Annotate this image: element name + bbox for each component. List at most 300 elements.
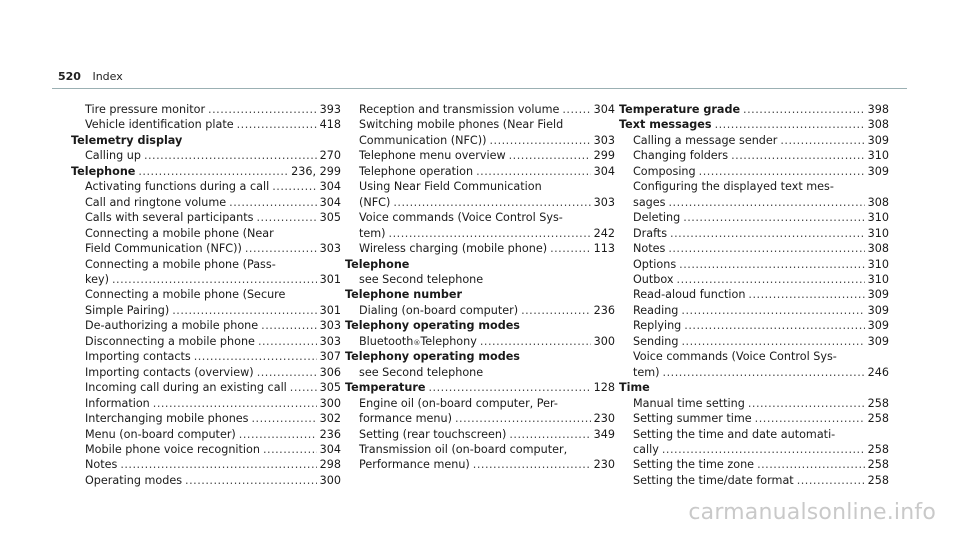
dot-leader — [257, 365, 317, 380]
index-subentry-line — [71, 349, 341, 364]
index-entry — [345, 179, 615, 210]
index-subentry-line — [345, 148, 615, 163]
page-reference: 236 — [593, 303, 615, 317]
entry-text: Notes — [85, 458, 118, 472]
index-subentry-line — [345, 133, 615, 148]
entry-text: Telephony operating modes — [345, 350, 520, 364]
page-reference: 236 — [319, 427, 341, 441]
index-subentry-line — [619, 303, 889, 318]
entry-text: Options — [633, 257, 677, 271]
entry-text: Notes — [633, 242, 666, 256]
entry-text: Setting the time zone — [633, 458, 755, 472]
page-reference: 303 — [593, 195, 615, 209]
entry-text: tem) — [633, 365, 660, 379]
dot-leader — [757, 457, 865, 472]
entry-text: Reception and transmission volume — [359, 103, 560, 116]
index-entry — [71, 396, 341, 411]
index-entry — [619, 473, 889, 488]
index-heading-line — [71, 164, 341, 179]
index-entry — [619, 411, 889, 426]
index-subentry-line — [71, 257, 341, 272]
index-subentry-line — [619, 473, 889, 488]
index-entry — [345, 365, 615, 380]
dot-leader — [476, 164, 591, 179]
entry-text: Dialing (on-board computer) — [359, 303, 519, 317]
index-entry — [71, 287, 341, 318]
page-reference: 304 — [319, 442, 341, 456]
page-reference: 303 — [319, 242, 341, 256]
index-subentry-line — [71, 457, 341, 472]
dot-leader — [428, 380, 590, 395]
index-entry — [619, 457, 889, 472]
entry-text: Simple Pairing) — [85, 303, 170, 317]
index-subentry-line — [345, 117, 615, 132]
index-subentry-line — [345, 195, 615, 210]
page-header — [58, 70, 123, 83]
entry-text: Calling up — [85, 149, 141, 163]
page-reference: 393 — [319, 103, 341, 116]
entry-text: Voice commands (Voice Control Sys- — [359, 211, 563, 225]
index-entry — [345, 287, 615, 302]
index-subentry-line — [71, 117, 341, 132]
index-subentry-line — [619, 427, 889, 442]
index-subentry-line — [71, 334, 341, 349]
index-entry — [619, 210, 889, 225]
entry-text: Switching mobile phones (Near Field — [359, 118, 564, 132]
index-subentry-line — [71, 442, 341, 457]
dot-leader — [743, 102, 865, 117]
entry-text: Setting the time and date automati- — [633, 427, 836, 441]
dot-leader — [662, 442, 865, 457]
dot-leader — [521, 303, 591, 318]
dot-leader — [455, 411, 591, 426]
index-entry — [345, 318, 615, 333]
page-reference: 309 — [867, 334, 889, 348]
entry-text: Vehicle identification plate — [85, 118, 234, 132]
index-subentry-line — [345, 303, 615, 318]
index-subentry-line — [345, 457, 615, 472]
dot-leader — [208, 102, 317, 117]
entry-text: key) — [85, 272, 109, 286]
entry-text: Call and ringtone volume — [85, 195, 227, 209]
index-heading-line — [619, 380, 889, 395]
index-subentry-line — [71, 226, 341, 241]
index-entry — [619, 396, 889, 411]
entry-text: Incoming call during an existing call — [85, 381, 287, 395]
dot-leader — [172, 303, 316, 318]
index-column-2 — [345, 102, 615, 473]
dot-leader — [393, 195, 590, 210]
page-reference: 258 — [867, 473, 889, 487]
page-reference: 308 — [867, 118, 889, 132]
index-entry — [345, 427, 615, 442]
index-entry — [71, 257, 341, 288]
dot-leader — [715, 117, 865, 132]
entry-text: Communication (NFC)) — [359, 133, 487, 147]
page-reference: 300 — [319, 473, 341, 487]
entry-text: Setting the time/date format — [633, 473, 794, 487]
index-subentry-line — [71, 303, 341, 318]
index-entry — [71, 442, 341, 457]
index-entry — [345, 396, 615, 427]
page-reference: 113 — [593, 242, 615, 256]
index-subentry-line — [345, 226, 615, 241]
page-reference: 242 — [593, 226, 615, 240]
index-subentry-line — [71, 365, 341, 380]
page-reference: 300 — [319, 396, 341, 410]
index-subentry-line — [619, 287, 889, 302]
dot-leader — [684, 318, 864, 333]
index-entry — [71, 210, 341, 225]
entry-text: Importing contacts (overview) — [85, 365, 254, 379]
dot-leader — [509, 148, 591, 163]
dot-leader — [755, 411, 865, 426]
page-reference: 309 — [867, 319, 889, 333]
dot-leader — [153, 396, 317, 411]
index-entry — [619, 257, 889, 272]
dot-leader — [290, 380, 317, 395]
page-reference: 258 — [867, 442, 889, 456]
page-reference: 128 — [593, 381, 615, 395]
entry-text: Sending — [633, 334, 679, 348]
dot-leader — [550, 241, 591, 256]
entry-text: (NFC) — [359, 195, 391, 209]
index-entry — [345, 148, 615, 163]
entry-text: Telephone — [345, 257, 410, 271]
header-divider — [52, 88, 907, 89]
index-subentry-line — [71, 195, 341, 210]
dot-leader — [120, 457, 316, 472]
entry-text: Telephone menu overview — [359, 149, 506, 163]
dot-leader — [731, 148, 865, 163]
page-reference: 308 — [867, 195, 889, 209]
index-subentry-line — [71, 318, 341, 333]
page-reference: 304 — [319, 195, 341, 209]
index-entry — [345, 349, 615, 364]
index-subentry-line — [71, 241, 341, 256]
index-subentry-line — [71, 148, 341, 163]
page-reference: 303 — [319, 334, 341, 348]
index-entry — [619, 102, 889, 117]
dot-leader — [489, 133, 590, 148]
entry-text: see Second telephone — [359, 272, 484, 286]
entry-text-cont: Telephony — [420, 334, 477, 348]
page-reference: 303 — [319, 319, 341, 333]
index-subentry-line — [345, 396, 615, 411]
index-subentry-line — [71, 427, 341, 442]
entry-text: Setting (rear touchscreen) — [359, 427, 507, 441]
index-subentry-line — [345, 411, 615, 426]
index-column-1 — [71, 102, 341, 488]
dot-leader — [509, 427, 590, 442]
entry-text: Text messages — [619, 118, 712, 132]
index-entry — [345, 164, 615, 179]
entry-text: Calling a message sender — [633, 133, 778, 147]
index-subentry-line — [71, 272, 341, 287]
index-subentry-line — [345, 272, 615, 287]
entry-text: Using Near Field Communication — [359, 180, 542, 194]
page-number: 520 — [58, 70, 81, 83]
page-reference: 304 — [319, 180, 341, 194]
index-entry — [619, 179, 889, 210]
dot-leader — [797, 473, 865, 488]
page-reference: 301 — [319, 303, 341, 317]
index-entry — [71, 226, 341, 257]
index-entry — [71, 117, 341, 132]
index-subentry-line — [619, 365, 889, 380]
page-reference: 309 — [867, 133, 889, 147]
index-entry — [345, 442, 615, 473]
index-entry — [619, 148, 889, 163]
index-entry — [619, 241, 889, 256]
dot-leader — [261, 318, 316, 333]
page-reference: 305 — [319, 211, 341, 225]
page-reference: 299 — [593, 149, 615, 163]
index-heading-line — [345, 380, 615, 395]
index-entry — [345, 380, 615, 395]
page-reference: 300 — [593, 334, 615, 348]
index-entry — [619, 133, 889, 148]
entry-text: Connecting a mobile phone (Near — [85, 226, 274, 240]
index-subentry-line — [619, 396, 889, 411]
dot-leader — [237, 117, 317, 132]
page-reference: 349 — [593, 427, 615, 441]
dot-leader — [112, 272, 317, 287]
entry-text: Calls with several participants — [85, 211, 254, 225]
dot-leader — [683, 210, 864, 225]
entry-text: Changing folders — [633, 149, 729, 163]
page-reference: 270 — [319, 149, 341, 163]
dot-leader — [780, 133, 864, 148]
dot-leader — [748, 396, 865, 411]
entry-text: Outbox — [633, 272, 674, 286]
index-entry — [619, 349, 889, 380]
index-entry — [345, 334, 615, 349]
index-heading-line — [71, 133, 341, 148]
index-subentry-line — [619, 457, 889, 472]
index-heading-line — [619, 117, 889, 132]
entry-text: Voice commands (Voice Control Sys- — [633, 350, 837, 364]
entry-text: Activating functions during a call — [85, 180, 270, 194]
dot-leader — [185, 473, 317, 488]
entry-text: Telephone — [71, 164, 136, 178]
page-reference: 246 — [867, 365, 889, 379]
entry-text: Deleting — [633, 211, 681, 225]
index-subentry-line — [619, 442, 889, 457]
index-entry — [345, 117, 615, 148]
index-subentry-line — [619, 272, 889, 287]
index-entry — [619, 164, 889, 179]
index-subentry-line — [71, 380, 341, 395]
index-subentry-line — [345, 179, 615, 194]
index-entry — [71, 164, 341, 179]
index-subentry-line — [345, 241, 615, 256]
dot-leader — [668, 241, 864, 256]
dot-leader — [389, 226, 591, 241]
index-subentry-line — [619, 148, 889, 163]
index-entry — [71, 380, 341, 395]
index-entry — [71, 473, 341, 488]
entry-text: see Second telephone — [359, 365, 484, 379]
page-reference: 304 — [593, 103, 615, 116]
entry-text: Mobile phone voice recognition — [85, 442, 260, 456]
page-reference: 310 — [867, 211, 889, 225]
index-entry — [71, 457, 341, 472]
index-entry — [619, 427, 889, 458]
entry-text: Importing contacts — [85, 350, 191, 364]
entry-text: Reading — [633, 303, 679, 317]
dot-leader — [663, 365, 865, 380]
index-entry — [71, 148, 341, 163]
entry-text: De-authorizing a mobile phone — [85, 319, 259, 333]
page-reference: 230 — [593, 412, 615, 426]
dot-leader — [677, 272, 865, 287]
index-subentry-line — [71, 473, 341, 488]
entry-text: Connecting a mobile phone (Secure — [85, 288, 286, 302]
dot-leader — [562, 102, 590, 117]
watermark: carmanualsonline.info — [688, 500, 936, 525]
dot-leader — [263, 442, 317, 457]
index-subentry-line — [619, 164, 889, 179]
page-reference: 236, 299 — [291, 164, 341, 178]
index-entry — [619, 272, 889, 287]
index-entry — [71, 179, 341, 194]
index-subentry-line — [619, 133, 889, 148]
page-reference: 310 — [867, 257, 889, 271]
page-reference: 309 — [867, 288, 889, 302]
index-entry — [619, 334, 889, 349]
index-entry — [619, 303, 889, 318]
index-subentry-line — [619, 241, 889, 256]
entry-text: Tire pressure monitor — [85, 103, 206, 116]
dot-leader — [473, 457, 591, 472]
entry-text: sages — [633, 195, 666, 209]
dot-leader — [258, 334, 317, 349]
entry-text: Setting summer time — [633, 412, 752, 426]
section-title: Index — [92, 70, 123, 83]
index-entry — [345, 257, 615, 272]
dot-leader — [252, 411, 317, 426]
entry-text: Menu (on-board computer) — [85, 427, 236, 441]
index-heading-line — [345, 318, 615, 333]
dot-leader — [748, 287, 864, 302]
entry-text: Connecting a mobile phone (Pass- — [85, 257, 276, 271]
index-subentry-line — [619, 226, 889, 241]
dot-leader — [245, 241, 317, 256]
entry-text: Bluetooth — [359, 334, 414, 348]
page-reference: 304 — [593, 164, 615, 178]
index-entry — [345, 303, 615, 318]
entry-text: formance menu) — [359, 412, 452, 426]
index-entry — [71, 318, 341, 333]
index-subentry-line — [71, 287, 341, 302]
entry-text: Field Communication (NFC)) — [85, 242, 242, 256]
index-heading-line — [345, 257, 615, 272]
dot-leader — [669, 195, 865, 210]
page-reference: 310 — [867, 272, 889, 286]
entry-text: Telephone operation — [359, 164, 474, 178]
entry-text: cally — [633, 442, 659, 456]
index-subentry-line — [71, 210, 341, 225]
entry-text: Configuring the displayed text mes- — [633, 180, 834, 194]
page-reference: 308 — [867, 242, 889, 256]
dot-leader — [138, 164, 288, 179]
index-entry — [71, 334, 341, 349]
entry-text: Operating modes — [85, 473, 183, 487]
entry-text: Temperature grade — [619, 103, 741, 116]
dot-leader — [480, 334, 591, 349]
dot-leader — [679, 257, 864, 272]
dot-leader — [256, 210, 316, 225]
index-subentry-line — [345, 427, 615, 442]
index-subentry-line — [619, 179, 889, 194]
page-reference: 305 — [319, 381, 341, 395]
entry-text: Telemetry display — [71, 133, 183, 147]
page-reference: 310 — [867, 226, 889, 240]
index-entry — [71, 365, 341, 380]
index-subentry-line — [619, 349, 889, 364]
dot-leader — [239, 427, 317, 442]
index-entry — [619, 117, 889, 132]
index-subentry-line — [619, 195, 889, 210]
page-reference: 398 — [867, 103, 889, 116]
dot-leader — [699, 164, 865, 179]
page-reference: 303 — [593, 133, 615, 147]
index-heading-line — [345, 287, 615, 302]
page-reference: 309 — [867, 303, 889, 317]
entry-text: tem) — [359, 226, 386, 240]
index-entry — [619, 287, 889, 302]
index-subentry-line — [71, 179, 341, 194]
index-subentry-line: Bluetooth ® Telephony ..... 300 — [345, 334, 615, 349]
dot-leader — [272, 179, 316, 194]
entry-text: Composing — [633, 164, 696, 178]
entry-text: Drafts — [633, 226, 668, 240]
index-subentry-line — [619, 334, 889, 349]
page-reference: 418 — [319, 118, 341, 132]
dot-leader — [670, 226, 865, 241]
index-subentry-line — [71, 411, 341, 426]
entry-text: Telephony operating modes — [345, 319, 520, 333]
entry-text: Engine oil (on-board computer, Per- — [359, 396, 558, 410]
page-reference: 230 — [593, 458, 615, 472]
page-reference: 309 — [867, 164, 889, 178]
index-entry — [345, 210, 615, 241]
index-entry — [345, 272, 615, 287]
index-subentry-line — [345, 365, 615, 380]
entry-text: Manual time setting — [633, 396, 745, 410]
page-reference: 307 — [319, 350, 341, 364]
index-entry — [71, 427, 341, 442]
entry-text: Performance menu) — [359, 458, 470, 472]
entry-text: Telephone number — [345, 288, 462, 302]
index-subentry-line — [71, 396, 341, 411]
entry-text: Interchanging mobile phones — [85, 412, 249, 426]
page-reference: 301 — [319, 272, 341, 286]
dot-leader — [194, 349, 317, 364]
index-subentry-line — [619, 411, 889, 426]
entry-text: Disconnecting a mobile phone — [85, 334, 255, 348]
entry-text: Replying — [633, 319, 682, 333]
index-subentry-line — [345, 102, 615, 117]
dot-leader — [681, 334, 864, 349]
page-reference: 258 — [867, 458, 889, 472]
index-entry — [619, 226, 889, 241]
index-entry — [71, 102, 341, 117]
index-entry — [71, 349, 341, 364]
page-reference: 258 — [867, 396, 889, 410]
index-entry — [619, 380, 889, 395]
